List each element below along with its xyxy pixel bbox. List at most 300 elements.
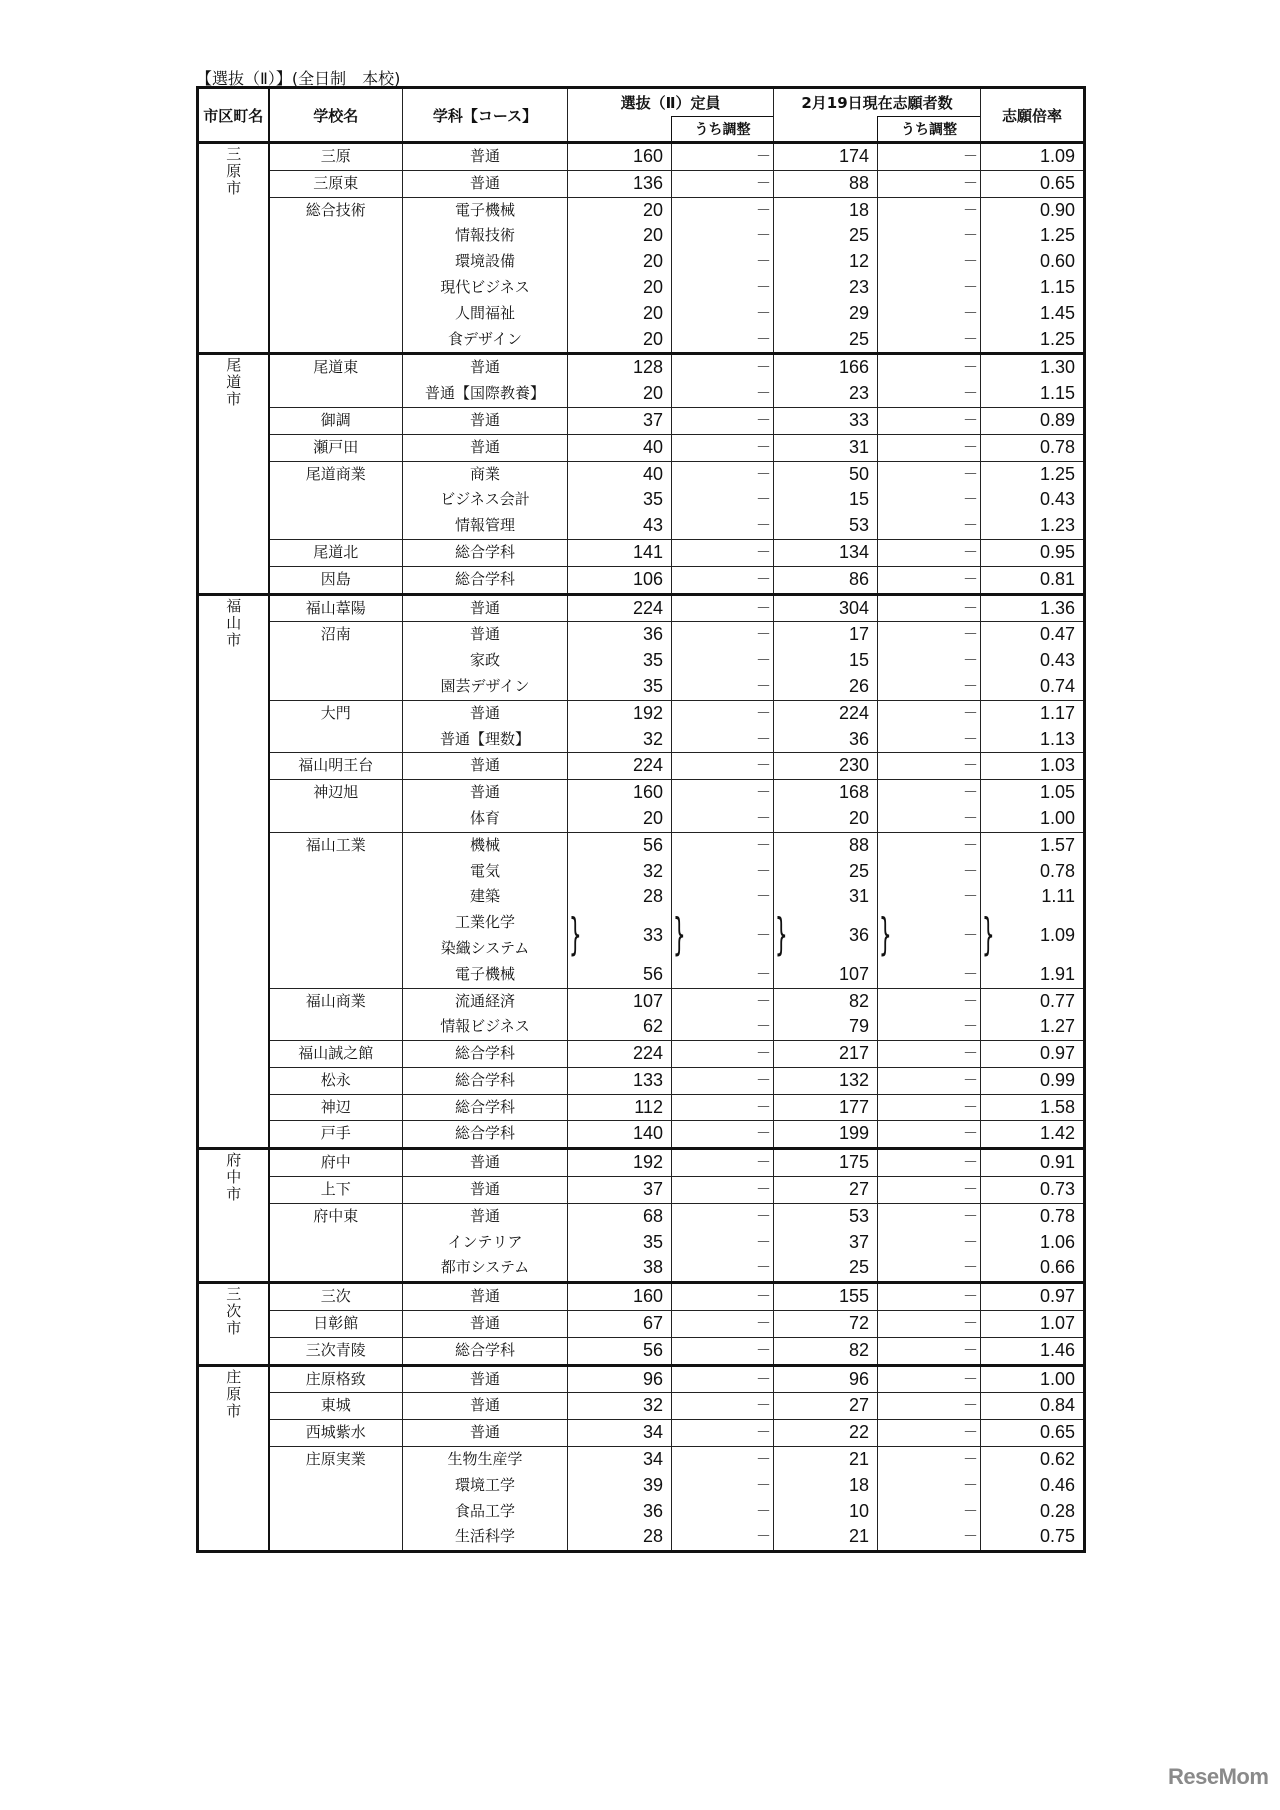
applicants-cell [774,354,878,381]
course-name: 総合学科 [403,1121,568,1149]
applicants-value: 15 [848,650,870,671]
capacity-cell [568,143,672,171]
ratio-value: 1.11 [1041,886,1076,907]
course-name: 普通 [403,1420,568,1447]
applicants-cell [774,197,878,223]
capacity-adjustment-value: － [756,703,772,722]
capacity-value: 20 [642,807,663,828]
course-name: 普通 [403,622,568,648]
applicants-adjustment-value: － [963,651,979,670]
applicants-value: 224 [838,702,870,723]
course-name: 普通 [403,407,568,434]
capacity-value: 133 [632,1069,663,1090]
city-cell [198,594,269,1149]
school-name: 御調 [269,407,403,434]
applicants-cell [774,622,878,648]
table-row [198,539,1085,566]
applicants-adjustment-cell [878,170,981,197]
applicants-cell [774,1311,878,1338]
applicants-cell [774,407,878,434]
table-row [198,143,1085,171]
ratio-cell [981,301,1085,327]
applicants-adjustment-cell [878,1499,981,1525]
course-name: 普通 [403,170,568,197]
applicants-cell [774,988,878,1014]
ratio-cell [981,1255,1085,1282]
applicants-cell [774,566,878,594]
capacity-value: 38 [642,1257,663,1278]
header-capacity: 選抜（Ⅱ）定員 [568,88,774,117]
capacity-value: 35 [642,675,663,696]
ratio-value: 1.00 [1039,1368,1076,1389]
capacity-value: 62 [642,1016,663,1037]
applicants-value: 21 [848,1526,870,1547]
applicants-adjustment-cell [878,301,981,327]
applicants-adjustment-cell [878,1337,981,1365]
table-row [198,1447,1085,1473]
capacity-cell [568,780,672,806]
applicants-value: 132 [838,1069,870,1090]
applicants-cell [774,1094,878,1121]
applicants-cell [774,1499,878,1525]
capacity-cell [568,275,672,301]
capacity-value: 35 [642,1231,663,1252]
course-name: 総合学科 [403,1067,568,1094]
capacity-adjustment-cell [672,197,774,223]
applicants-cell [774,539,878,566]
capacity-adjustment-value: － [756,569,772,588]
capacity-value: 36 [642,624,663,645]
ratio-value: 0.78 [1039,1205,1076,1226]
table-row [198,780,1085,806]
table-row [198,594,1085,622]
applicants-cell [774,1014,878,1040]
applicants-adjustment-value: － [963,926,979,944]
applicants-cell [774,1473,878,1499]
applicants-adjustment-cell [878,1283,981,1311]
ratio-value: 1.91 [1039,963,1076,984]
capacity-adjustment-value: － [756,676,772,695]
applicants-value: 10 [848,1500,870,1521]
applicants-adjustment-value: － [963,1527,979,1546]
applicants-adjustment-cell [878,487,981,513]
capacity-value: 224 [632,597,663,618]
applicants-value: 23 [848,276,870,297]
capacity-cell [568,727,672,753]
applicants-value: 25 [848,860,870,881]
capacity-adjustment-cell [672,988,774,1014]
applicants-adjustment-cell [878,407,981,434]
capacity-adjustment-cell [672,700,774,726]
ratio-value: 0.97 [1039,1286,1076,1307]
table-row [198,700,1085,726]
ratio-value: 1.03 [1039,755,1076,776]
capacity-adjustment-value: － [756,783,772,802]
course-name: 情報ビジネス [403,1014,568,1040]
applicants-cell [774,327,878,354]
applicants-cell [774,594,878,622]
applicants-value: 53 [848,515,870,536]
header-city: 市区町名 [198,88,269,143]
applicants-cell [774,780,878,806]
capacity-cell [568,700,672,726]
ratio-value: 0.66 [1039,1257,1076,1278]
applicants-value: 25 [848,225,870,246]
school-name: 神辺旭 [269,780,403,833]
applicants-adjustment-value: － [963,303,979,322]
capacity-adjustment-cell [672,1337,774,1365]
capacity-cell [568,1420,672,1447]
applicants-adjustment-value: － [963,1423,979,1442]
school-name: 西城紫水 [269,1420,403,1447]
ratio-cell [981,275,1085,301]
capacity-adjustment-value: － [756,625,772,644]
ratio-cell [981,753,1085,780]
applicants-value: 21 [848,1449,870,1470]
applicants-adjustment-cell [878,884,981,910]
capacity-adjustment-value: － [756,226,772,245]
capacity-adjustment-value: － [756,1450,772,1469]
capacity-adjustment-value: － [756,1396,772,1415]
ratio-value: 1.25 [1039,463,1076,484]
applicants-adjustment-cell [878,249,981,275]
capacity-adjustment-value: － [756,437,772,456]
applicants-adjustment-cell [878,1524,981,1551]
capacity-adjustment-cell [672,461,774,487]
course-name: 普通 [403,1365,568,1393]
applicants-cell [774,859,878,885]
applicants-value: 25 [848,328,870,349]
ratio-cell [981,884,1085,910]
table-row [198,1094,1085,1121]
capacity-adjustment-value: － [756,1124,772,1143]
ratio-cell [981,1230,1085,1256]
applicants-adjustment-value: － [963,410,979,429]
capacity-adjustment-value: － [756,651,772,670]
applicants-value: 199 [838,1123,870,1144]
ratio-value: 1.09 [1039,146,1076,166]
course-name: 普通 [403,753,568,780]
ratio-value: 1.46 [1039,1339,1076,1360]
course-name: 普通 [403,1393,568,1420]
ratio-cell [981,1393,1085,1420]
applicants-value: 36 [848,925,870,945]
capacity-cell [568,884,672,910]
applicants-adjustment-value: － [963,783,979,802]
capacity-adjustment-value: － [756,464,772,483]
capacity-adjustment-cell [672,327,774,354]
capacity-cell [568,806,672,832]
admission-ratio-table [196,86,1086,1553]
applicants-cell [774,700,878,726]
ratio-cell [981,381,1085,407]
ratio-cell [981,910,1085,962]
resemom-watermark-logo: ReseMom [1168,1764,1269,1789]
course-name: 普通 [403,1177,568,1204]
ratio-value: 0.73 [1039,1179,1076,1200]
applicants-value: 88 [848,172,870,193]
header-ratio: 志願倍率 [981,88,1085,143]
school-name: 総合技術 [269,197,403,354]
ratio-cell [981,249,1085,275]
ratio-cell [981,622,1085,648]
capacity-adjustment-value: － [756,1423,772,1442]
capacity-adjustment-value: － [756,277,772,296]
school-name: 府中東 [269,1203,403,1282]
applicants-adjustment-cell [878,674,981,700]
applicants-adjustment-cell [878,1420,981,1447]
school-name: 日彰館 [269,1311,403,1338]
applicants-adjustment-cell [878,1230,981,1256]
table-row [198,1149,1085,1177]
ratio-cell [981,487,1085,513]
capacity-value: 68 [642,1205,663,1226]
table-row [198,566,1085,594]
applicants-cell [774,1230,878,1256]
ratio-value: 0.91 [1039,1152,1076,1173]
school-name: 福山商業 [269,988,403,1041]
applicants-cell [774,1067,878,1094]
capacity-adjustment-value: － [756,808,772,827]
ratio-value: 1.15 [1039,383,1076,404]
ratio-value: 1.57 [1039,834,1076,855]
applicants-cell [774,884,878,910]
ratio-value: 0.60 [1039,251,1076,272]
city-cell [198,1283,269,1365]
capacity-value: 36 [642,1500,663,1521]
applicants-cell [774,727,878,753]
ratio-value: 0.65 [1039,1422,1076,1443]
applicants-adjustment-value: － [963,1340,979,1359]
capacity-cell [568,1524,672,1551]
applicants-cell [774,910,878,962]
capacity-value: 35 [642,489,663,510]
ratio-value: 1.13 [1039,728,1076,749]
ratio-value: 1.42 [1039,1123,1076,1144]
applicants-adjustment-cell [878,1149,981,1177]
capacity-value: 37 [642,409,663,430]
capacity-adjustment-cell [672,674,774,700]
applicants-adjustment-cell [878,1094,981,1121]
capacity-adjustment-value: － [756,835,772,854]
applicants-cell [774,1393,878,1420]
capacity-adjustment-value: － [756,384,772,403]
ratio-cell [981,1094,1085,1121]
applicants-adjustment-value: － [963,676,979,695]
applicants-cell [774,648,878,674]
ratio-value: 0.47 [1039,624,1076,645]
course-name: 電子機械 [403,197,568,223]
header-course: 学科【コース】 [403,88,568,143]
applicants-cell [774,832,878,858]
city-name: 三次市 [224,1286,243,1338]
ratio-value: 1.30 [1039,357,1076,378]
table-row [198,434,1085,461]
capacity-adjustment-cell [672,354,774,381]
city-name: 庄原市 [224,1368,243,1420]
capacity-cell [568,223,672,249]
course-name: ビジネス会計 [403,487,568,513]
ratio-cell [981,1473,1085,1499]
capacity-value: 34 [642,1422,663,1443]
capacity-adjustment-cell [672,806,774,832]
capacity-adjustment-value: － [756,926,772,944]
applicants-value: 36 [848,728,870,749]
capacity-adjustment-cell [672,539,774,566]
ratio-cell [981,780,1085,806]
ratio-cell [981,674,1085,700]
applicants-value: 18 [848,1474,870,1495]
ratio-value: 0.81 [1039,568,1076,589]
applicants-value: 15 [848,489,870,510]
city-name: 福山市 [224,597,243,649]
merge-brace-icon: } [982,909,995,961]
school-name: 尾道東 [269,354,403,408]
ratio-cell [981,539,1085,566]
course-name: 普通 [403,354,568,381]
applicants-adjustment-cell [878,832,981,858]
capacity-adjustment-cell [672,1499,774,1525]
capacity-adjustment-cell [672,1524,774,1551]
applicants-value: 27 [848,1179,870,1200]
applicants-adjustment-cell [878,859,981,885]
applicants-value: 31 [848,436,870,457]
capacity-value: 160 [632,782,663,803]
applicants-cell [774,223,878,249]
applicants-adjustment-value: － [963,598,979,617]
capacity-value: 39 [642,1474,663,1495]
school-name: 三次 [269,1283,403,1311]
capacity-adjustment-value: － [756,1070,772,1089]
capacity-value: 160 [632,1286,663,1307]
course-name: 普通【理数】 [403,727,568,753]
capacity-adjustment-cell [672,1094,774,1121]
applicants-adjustment-cell [878,275,981,301]
course-name: 普通 [403,1311,568,1338]
capacity-value: 20 [642,276,663,297]
ratio-cell [981,832,1085,858]
table-row [198,622,1085,648]
capacity-adjustment-cell [672,1149,774,1177]
course-name: 総合学科 [403,1041,568,1068]
capacity-cell [568,354,672,381]
header-applicants-adjustment: うち調整 [878,117,981,143]
capacity-cell [568,434,672,461]
ratio-cell [981,1041,1085,1068]
capacity-value: 140 [632,1123,663,1144]
ratio-cell [981,1203,1085,1229]
applicants-value: 20 [848,807,870,828]
applicants-adjustment-cell [878,1014,981,1040]
capacity-value: 141 [632,541,663,562]
course-name: 普通 [403,700,568,726]
applicants-value: 17 [848,624,870,645]
applicants-value: 82 [848,990,870,1011]
applicants-adjustment-cell [878,143,981,171]
course-name: 電気 [403,859,568,885]
capacity-cell [568,1447,672,1473]
ratio-cell [981,1447,1085,1473]
applicants-cell [774,1041,878,1068]
ratio-value: 0.90 [1039,199,1076,220]
applicants-cell [774,1203,878,1229]
merge-brace-icon: } [673,909,686,961]
applicants-adjustment-value: － [963,1369,979,1388]
applicants-adjustment-value: － [963,516,979,535]
capacity-cell [568,1393,672,1420]
capacity-adjustment-value: － [756,991,772,1010]
applicants-value: 175 [838,1152,870,1173]
applicants-value: 22 [848,1422,870,1443]
applicants-cell [774,1283,878,1311]
capacity-adjustment-cell [672,1365,774,1393]
capacity-adjustment-value: － [756,1232,772,1251]
ratio-cell [981,1067,1085,1094]
capacity-cell [568,1337,672,1365]
ratio-value: 0.89 [1039,409,1076,430]
capacity-cell [568,622,672,648]
capacity-cell [568,1365,672,1393]
capacity-adjustment-cell [672,622,774,648]
ratio-value: 0.46 [1039,1474,1076,1495]
capacity-adjustment-cell [672,249,774,275]
table-row [198,1393,1085,1420]
capacity-cell [568,566,672,594]
applicants-value: 217 [838,1043,870,1064]
applicants-adjustment-value: － [963,1450,979,1469]
ratio-value: 1.17 [1039,702,1076,723]
capacity-cell [568,301,672,327]
capacity-cell [568,910,672,962]
applicants-cell [774,962,878,988]
course-name-line: 染織システム [440,938,530,957]
table-row [198,461,1085,487]
ratio-value: 1.05 [1039,782,1076,803]
header-capacity-blank [568,117,672,143]
course-name: 食デザイン [403,327,568,354]
capacity-value: 224 [632,755,663,776]
capacity-value: 192 [632,1152,663,1173]
capacity-adjustment-value: － [756,1044,772,1063]
course-name: 園芸デザイン [403,674,568,700]
school-name: 三原東 [269,170,403,197]
course-name: 普通 [403,1203,568,1229]
applicants-adjustment-value: － [963,147,979,165]
applicants-cell [774,1447,878,1473]
applicants-adjustment-value: － [963,384,979,403]
table-row [198,1311,1085,1338]
capacity-adjustment-cell [672,1121,774,1149]
ratio-value: 1.06 [1039,1231,1076,1252]
capacity-value: 34 [642,1449,663,1470]
ratio-value: 1.58 [1039,1096,1076,1117]
applicants-adjustment-value: － [963,887,979,906]
header-school: 学校名 [269,88,403,143]
capacity-value: 28 [642,1526,663,1547]
school-name: 大門 [269,700,403,753]
document-title: 【選抜（Ⅱ）】(全日制 本校) [196,69,401,88]
capacity-adjustment-cell [672,594,774,622]
applicants-value: 134 [838,541,870,562]
table-row [198,170,1085,197]
applicants-adjustment-value: － [963,542,979,561]
city-name: 尾道市 [224,357,243,409]
ratio-cell [981,1499,1085,1525]
applicants-cell [774,170,878,197]
applicants-cell [774,487,878,513]
ratio-value: 1.25 [1039,328,1076,349]
capacity-cell [568,594,672,622]
